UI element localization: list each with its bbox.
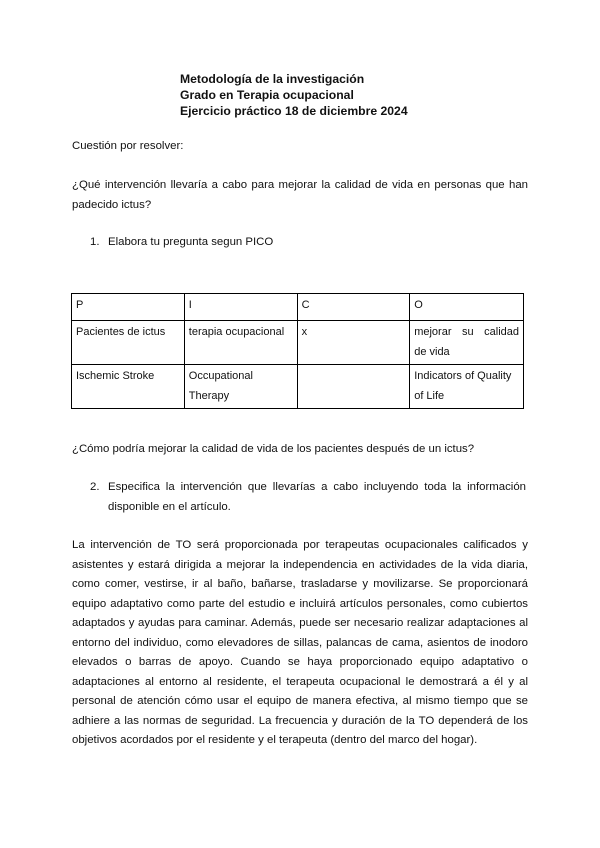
item1-number: 1. bbox=[90, 236, 100, 248]
item1-text: Elabora tu pregunta segun PICO bbox=[108, 236, 274, 248]
table-row bbox=[72, 294, 524, 321]
table-row bbox=[72, 321, 524, 365]
table-cell: O bbox=[410, 294, 524, 321]
table-cell: x bbox=[297, 321, 410, 365]
table-cell: Pacientes de ictus bbox=[72, 321, 185, 365]
course-title: Metodología de la investigación bbox=[180, 72, 365, 86]
table-cell: C bbox=[297, 294, 410, 321]
document-header bbox=[180, 71, 408, 119]
item2-text: Especifica la intervención que llevarías a cabo incluyendo toda la información disponible en el artículo. bbox=[108, 481, 526, 513]
table-cell: Ischemic Stroke bbox=[72, 365, 185, 409]
reformulated-question: ¿Cómo podría mejorar la calidad de vida de los pacientes después de un ictus? bbox=[72, 443, 475, 455]
table-cell: Indicators of Quality of Life bbox=[410, 365, 524, 409]
degree-title: Grado en Terapia ocupacional bbox=[180, 88, 354, 102]
table-cell: mejorar su calidad de vida bbox=[410, 321, 524, 365]
intro-label: Cuestión por resolver: bbox=[72, 140, 184, 152]
table-cell: Occupational Therapy bbox=[184, 365, 297, 409]
item2-number: 2. bbox=[90, 481, 100, 493]
table-row bbox=[72, 365, 524, 409]
table-cell: P bbox=[72, 294, 185, 321]
pico-table bbox=[71, 293, 524, 409]
research-question: ¿Qué intervención llevaría a cabo para mejorar la calidad de vida en personas que han padecido ictus? bbox=[72, 179, 528, 211]
table-cell: terapia ocupacional bbox=[184, 321, 297, 365]
exercise-title: Ejercicio práctico 18 de diciembre 2024 bbox=[180, 104, 408, 118]
body-paragraph: La intervención de TO será proporcionada por terapeutas ocupacionales calificados y asistentes y estará dirigida a mejorar la independencia en actividades de la vida diaria, como comer, vestirse, ir al baño, bañarse, trasladarse y movilizarse. Se proporcionará equipo adaptativo como parte del estudio e incluirá artículos personales, como cubiertos adaptados y ayudas para caminar. Además, puede ser necesario realizar adaptaciones al entorno del individuo, como elevadores de sillas, palancas de cama, asientos de inodoro elevados o barras de apoyo. Cuando se haya proporcionado equipo adaptativo o adaptaciones al entorno al residente, el terapeuta ocupacional le demostrará a él y al personal de atención cómo usar el equipo de manera efectiva, al mismo tiempo que se adhiere a las normas de seguridad. La frecuencia y duración de la TO dependerá de los objetivos acordados por el residente y el terapeuta (dentro del marco del hogar). bbox=[72, 539, 528, 746]
table-cell bbox=[297, 365, 410, 409]
table-cell: I bbox=[184, 294, 297, 321]
